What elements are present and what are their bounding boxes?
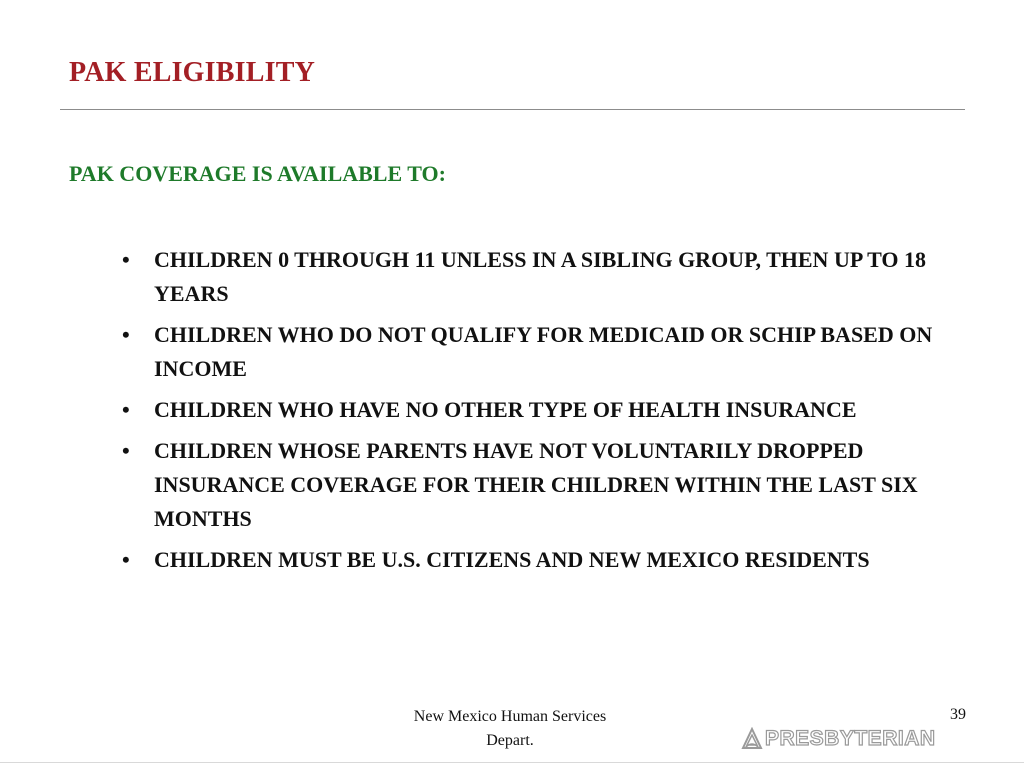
bullet-icon: • xyxy=(122,438,130,463)
bullet-icon: • xyxy=(122,547,130,572)
footer-line-1: New Mexico Human Services xyxy=(413,708,607,725)
bottom-divider xyxy=(0,762,1024,763)
bullet-icon: • xyxy=(122,397,130,422)
bullet-item xyxy=(118,434,988,536)
footer-line-2: Depart. xyxy=(486,732,534,749)
bullet-text: CHILDREN 0 THROUGH 11 UNLESS IN A SIBLING GROUP, THEN UP TO 18 YEARS xyxy=(154,247,927,306)
presbyterian-logo-icon xyxy=(741,727,763,751)
bullet-text: CHILDREN MUST BE U.S. CITIZENS AND NEW MEXICO RESIDENTS xyxy=(154,547,870,572)
page-number: 39 xyxy=(950,706,966,723)
bullet-item xyxy=(118,543,988,577)
bullet-icon: • xyxy=(122,247,130,272)
bullet-text: CHILDREN WHO HAVE NO OTHER TYPE OF HEALTH INSURANCE xyxy=(154,397,857,422)
title-divider xyxy=(60,109,965,110)
bullet-text: CHILDREN WHOSE PARENTS HAVE NOT VOLUNTARILY DROPPED INSURANCE COVERAGE FOR THEIR CHILDREN WITHIN THE LAST SIX MONTHS xyxy=(154,438,918,531)
footer-department xyxy=(370,705,650,753)
slide-subtitle: PAK COVERAGE IS AVAILABLE TO: xyxy=(69,161,446,186)
bullet-item xyxy=(118,393,988,427)
slide-title: PAK ELIGIBILITY xyxy=(69,57,315,88)
bullet-item xyxy=(118,243,988,311)
logo-text: PRESBYTERIAN xyxy=(765,727,936,750)
eligibility-bullet-list xyxy=(118,243,988,584)
bullet-text: CHILDREN WHO DO NOT QUALIFY FOR MEDICAID OR SCHIP BASED ON INCOME xyxy=(154,322,933,381)
presbyterian-logo xyxy=(741,726,936,752)
bullet-icon: • xyxy=(122,322,130,347)
bullet-item xyxy=(118,318,988,386)
